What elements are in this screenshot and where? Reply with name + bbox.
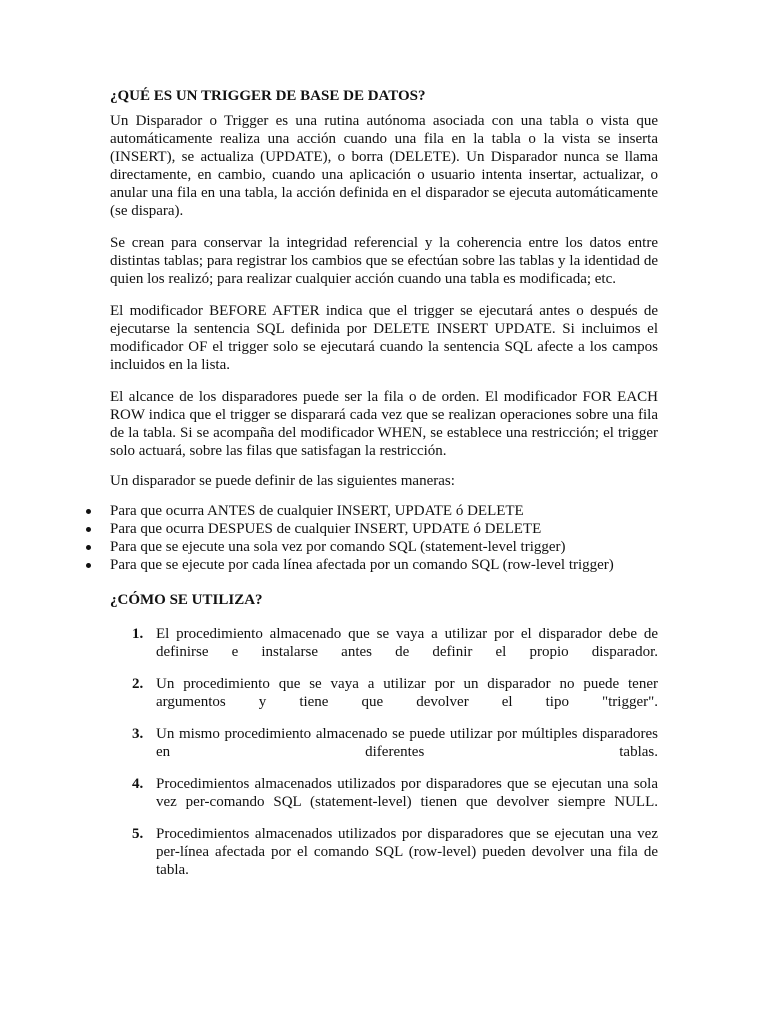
list-item-text: Para que ocurra ANTES de cualquier INSERT, UPDATE ó DELETE: [110, 503, 524, 519]
paragraph-purpose: Se crean para conservar la integridad referencial y la coherencia entre los datos entre distintas tablas; para registrar los cambios que se efectúan sobre las tablas y la identidad de quien los realizó; para realizar cualquier acción cuando una tabla es modificada; etc.: [110, 235, 658, 287]
list-item-text: Para que se ejecute una sola vez por comando SQL (statement-level trigger): [110, 539, 566, 555]
paragraph-scope: El alcance de los disparadores puede ser la fila o de orden. El modificador FOR EACH ROW indica que el trigger se disparará cada vez que se realizan operaciones sobre una fila de la tabla. Si se acompaña del modificador WHEN, se establece una restricción; el trigger solo actuará, sobre las filas que satisfagan la restricción.: [110, 389, 658, 459]
bullet-icon: [86, 545, 91, 550]
step-number: 3.: [132, 726, 144, 742]
step-text: Un mismo procedimiento almacenado se puede utilizar por múltiples disparadores en diferentes tablas.: [156, 726, 658, 760]
paragraph-before-after: El modificador BEFORE AFTER indica que el trigger se ejecutará antes o después de ejecutarse la sentencia SQL definida por DELETE INSERT UPDATE. Si incluimos el modificador OF el trigger solo se ejecutará cuando la sentencia SQL afecte a los campos incluidos en la lista.: [110, 303, 658, 373]
list-item-text: Para que se ejecute por cada línea afectada por un comando SQL (row-level trigger): [110, 557, 614, 573]
page-title: ¿QUÉ ES UN TRIGGER DE BASE DE DATOS?: [110, 88, 426, 104]
paragraph-definition: Un Disparador o Trigger es una rutina autónoma asociada con una tabla o vista que automáticamente realiza una acción cuando una fila en la tabla o la vista se inserta (INSERT), se actualiza (UPDATE), o borra (DELETE). Un Disparador nunca se llama directamente, en cambio, cuando una aplicación o usuario intenta insertar, actualizar, o anular una fila en una tabla, la acción definida en el disparador se ejecuta automáticamente (se dispara).: [110, 113, 658, 219]
bullet-icon: [86, 563, 91, 568]
list-item: [0, 538, 768, 556]
section-title-usage: ¿CÓMO SE UTILIZA?: [110, 592, 263, 608]
bullet-icon: [86, 509, 91, 514]
list-item-text: Para que ocurra DESPUES de cualquier INSERT, UPDATE ó DELETE: [110, 521, 542, 537]
step-number: 1.: [132, 626, 144, 642]
bullet-icon: [86, 527, 91, 532]
paragraph-definition-ways: Un disparador se puede definir de las siguientes maneras:: [110, 473, 455, 489]
step-number: 4.: [132, 776, 144, 792]
step-text: Procedimientos almacenados utilizados por disparadores que se ejecutan una vez per-línea afectada por el comando SQL (row-level) pueden devolver una fila de tabla.: [156, 826, 658, 878]
step-text: El procedimiento almacenado que se vaya a utilizar por el disparador debe de definirse e instalarse antes de definir el propio disparador.: [156, 626, 658, 660]
definition-ways-list: [0, 502, 768, 574]
list-item: [0, 520, 768, 538]
step-number: 2.: [132, 676, 144, 692]
step-number: 5.: [132, 826, 144, 842]
step-text: Un procedimiento que se vaya a utilizar por un disparador no puede tener argumentos y tiene que devolver el tipo "trigger".: [156, 676, 658, 710]
list-item: [0, 502, 768, 520]
step-text: Procedimientos almacenados utilizados por disparadores que se ejecutan una sola vez per-comando SQL (statement-level) tienen que devolver siempre NULL.: [156, 776, 658, 810]
list-item: [0, 556, 768, 574]
